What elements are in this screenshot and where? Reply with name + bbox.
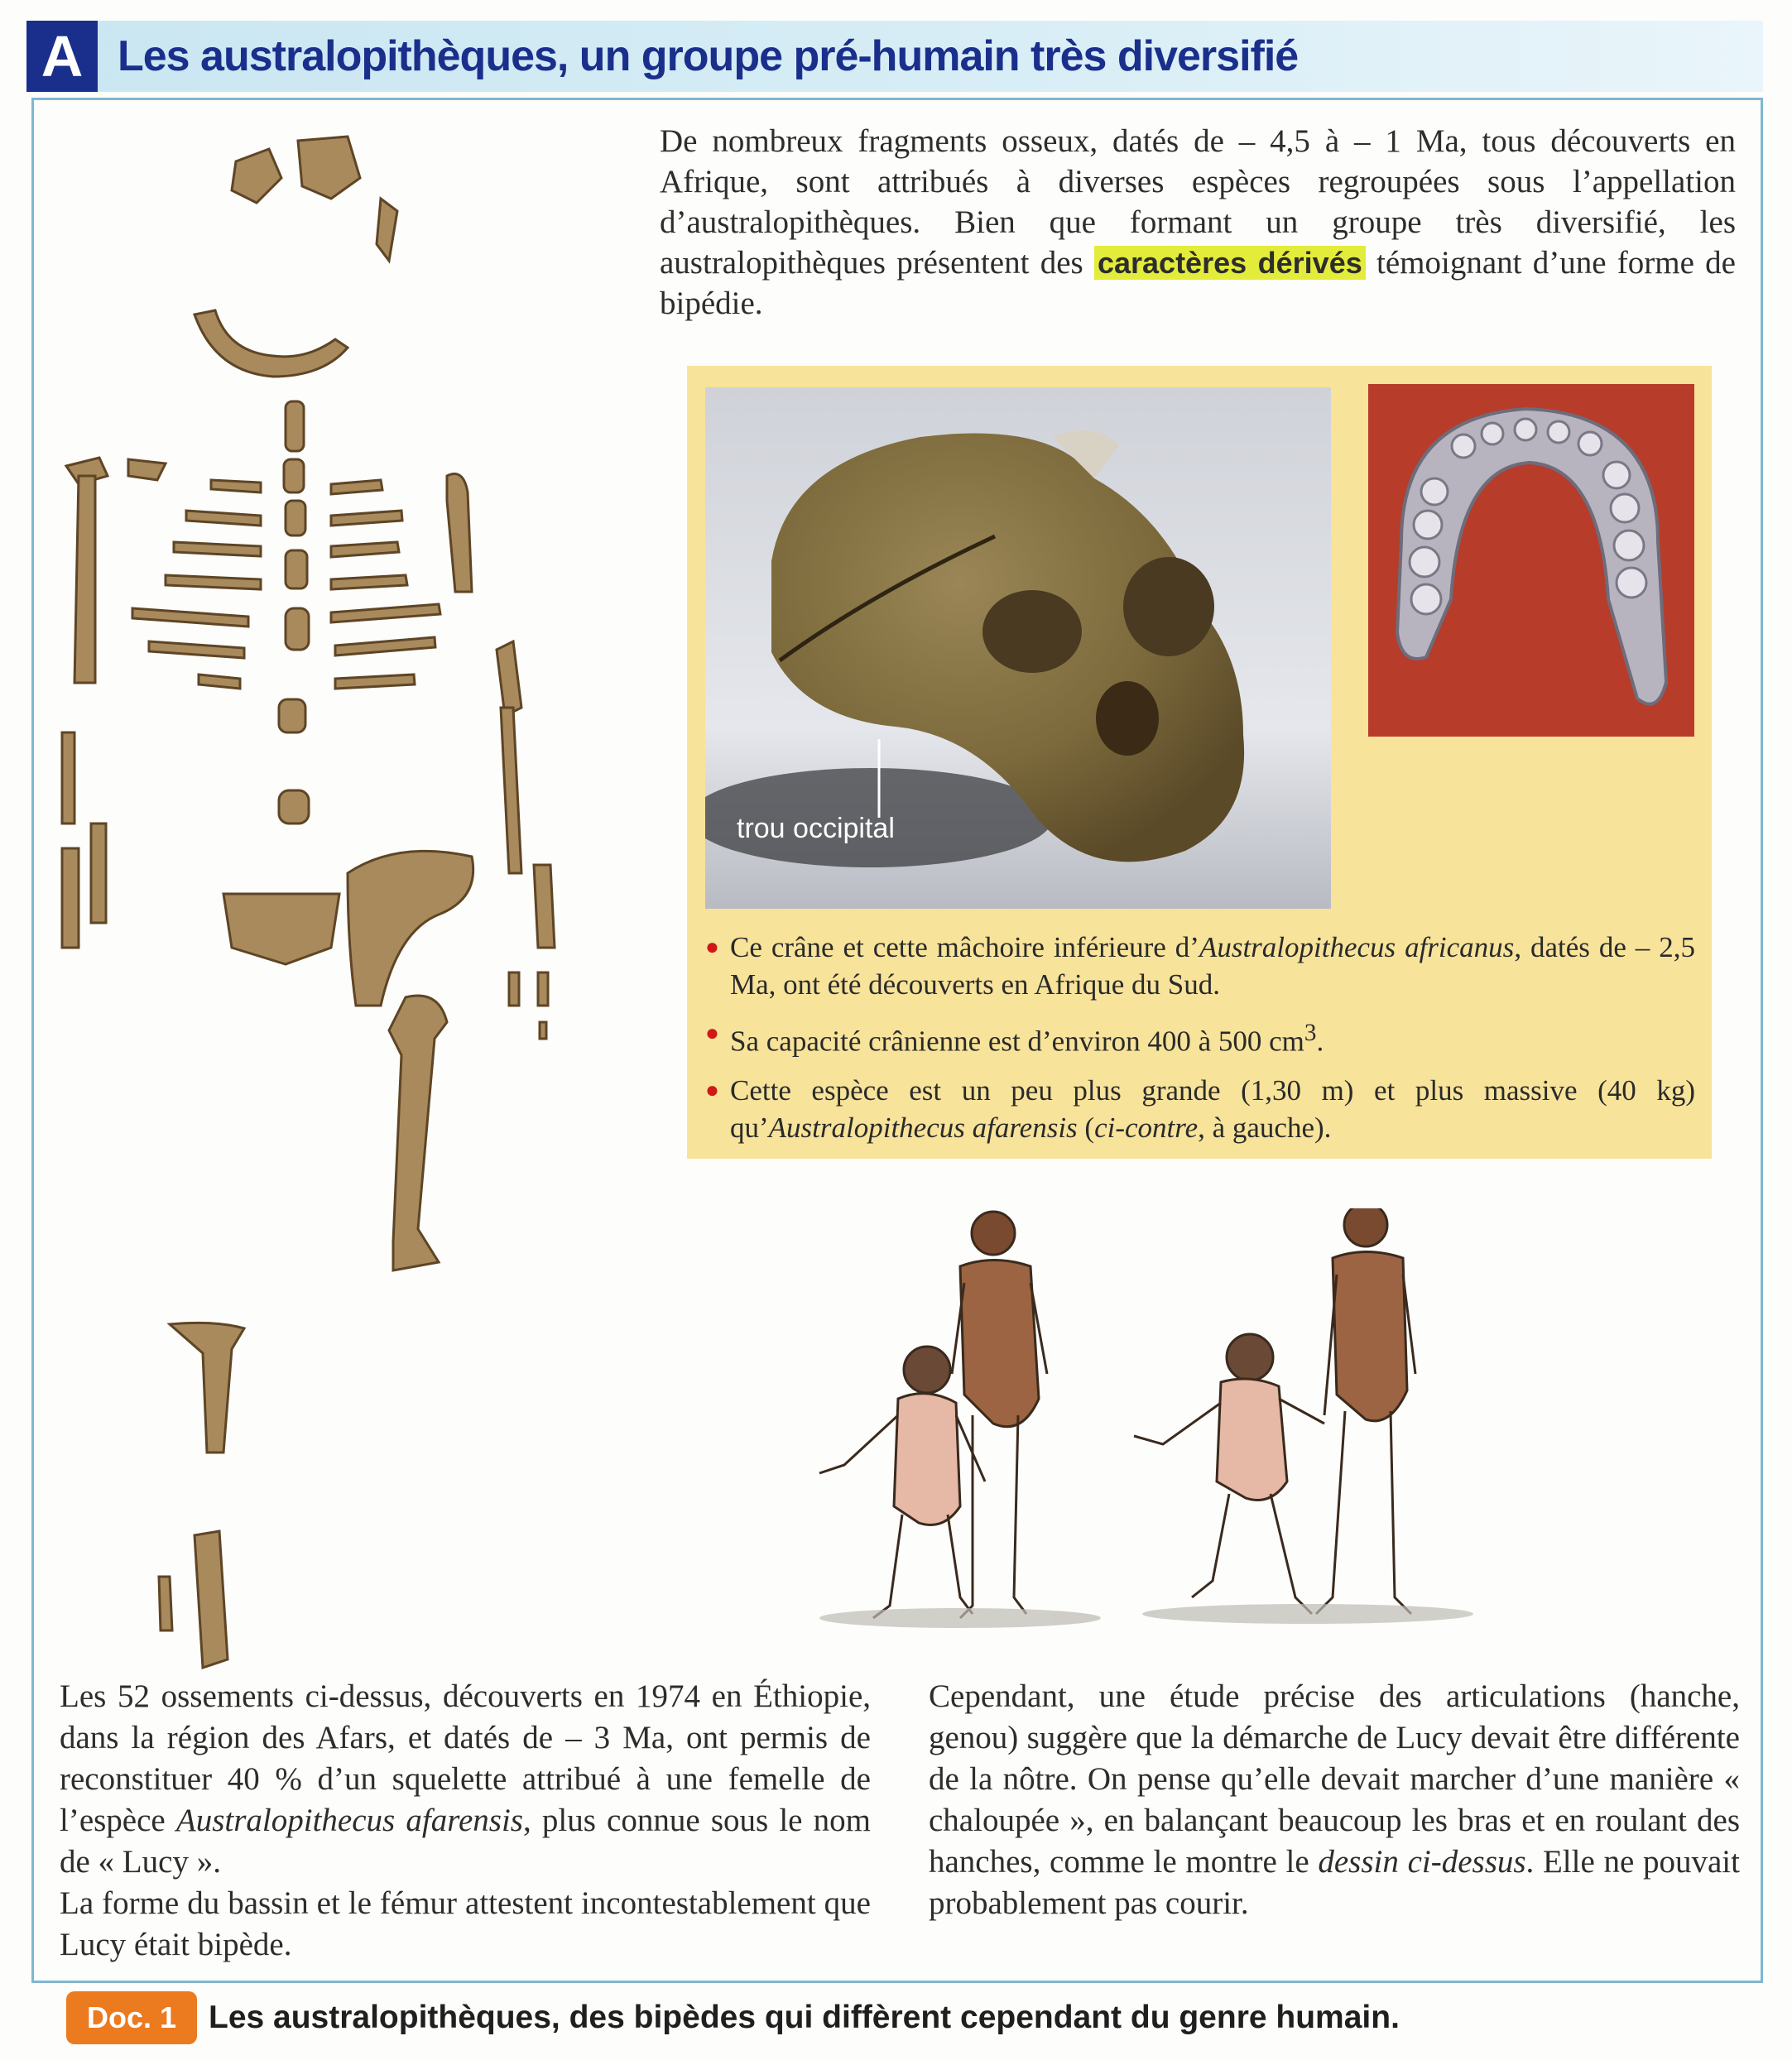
intro-text-end: témoignant d’une forme de bipédie. (660, 245, 1736, 321)
doc-caption: Les australopithèques, des bipèdes qui diffèrent cependant du genre humain. (209, 2000, 1400, 2035)
paragraph-text: , plus connue sous le nom de « Lucy ». (60, 1803, 871, 1880)
cross-reference: ci-contre (1094, 1111, 1199, 1144)
cross-reference: dessin ci-dessus (1318, 1844, 1526, 1880)
skull-fact-item (705, 929, 1695, 1003)
skull-facts-list (705, 929, 1695, 1158)
species-name: Australopithecus afarensis (768, 1111, 1078, 1144)
skull-fact-item (705, 1015, 1695, 1060)
paragraph-text: . Elle ne pouvait probablement pas courir. (929, 1844, 1740, 1921)
species-name: Australopithecus afarensis (175, 1803, 523, 1838)
fact-text: ( (1077, 1111, 1095, 1144)
fact-text: Ce crâne et cette mâchoire inférieure d’ (730, 931, 1199, 963)
fact-text: , à gauche). (1198, 1111, 1332, 1144)
bipedalism-paragraph: La forme du bassin et le fémur attestent incontestablement que Lucy était bipède. (60, 1885, 871, 1962)
highlighted-term: caractères dérivés (1094, 246, 1366, 280)
section-title: Les australopithèques, un groupe pré-humain très diversifié (118, 32, 1299, 80)
lucy-gait-description (929, 1676, 1740, 1924)
paragraph-text: Cependant, une étude précise des articulations (hanche, genou) suggère que la démarche de Lucy devait être différente de la nôtre. On pense qu’elle devait marcher d’une manière « chaloupée », en balançant beaucoup les bras et en roulant des hanches, comme le montre le (929, 1678, 1740, 1880)
fact-text: , datés de – 2,5 Ma, ont été découverts en Afrique du Sud. (730, 931, 1695, 1001)
fact-text: Cette espèce est un peu plus grande (1,30 m) et plus massive (40 kg) qu’ (730, 1073, 1695, 1144)
lucy-discovery-paragraph (60, 1676, 871, 1883)
species-name: Australopithecus africanus (1199, 931, 1515, 963)
intro-paragraph (660, 121, 1736, 324)
section-header (26, 21, 1763, 92)
paragraph-text: Les 52 ossements ci-dessus, découverts en 1974 en Éthiopie, dans la région des Afars, et datés de – 3 Ma, ont permis de reconstituer 40 % d’un squelette attribué à une femelle de l’espèce (60, 1678, 871, 1838)
walking-hominids-illustration (795, 1208, 1722, 1647)
lucy-description (60, 1676, 871, 1966)
lucy-skeleton-image (50, 128, 579, 1684)
superscript: 3 (1304, 1020, 1317, 1046)
section-letter: A (26, 21, 98, 92)
lower-jaw-image (1368, 384, 1694, 737)
skull-fact-item (705, 1072, 1695, 1146)
trou-occipital-label: trou occipital (737, 813, 895, 844)
doc-number-badge: Doc. 1 (66, 1991, 197, 2044)
skull-figure-panel (687, 366, 1712, 1159)
fact-text: . (1316, 1025, 1324, 1058)
fact-text: Sa capacité crânienne est d’environ 400 à 500 cm (730, 1025, 1304, 1058)
intro-text-start: De nombreux fragments osseux, datés de – 4,5 à – 1 Ma, tous découverts en Afrique, sont attribués à diverses espèces regroupées sous l’appellation d’australopithèques. Bien que formant un groupe très diversifié, les australopithèques présentent des (660, 123, 1736, 281)
